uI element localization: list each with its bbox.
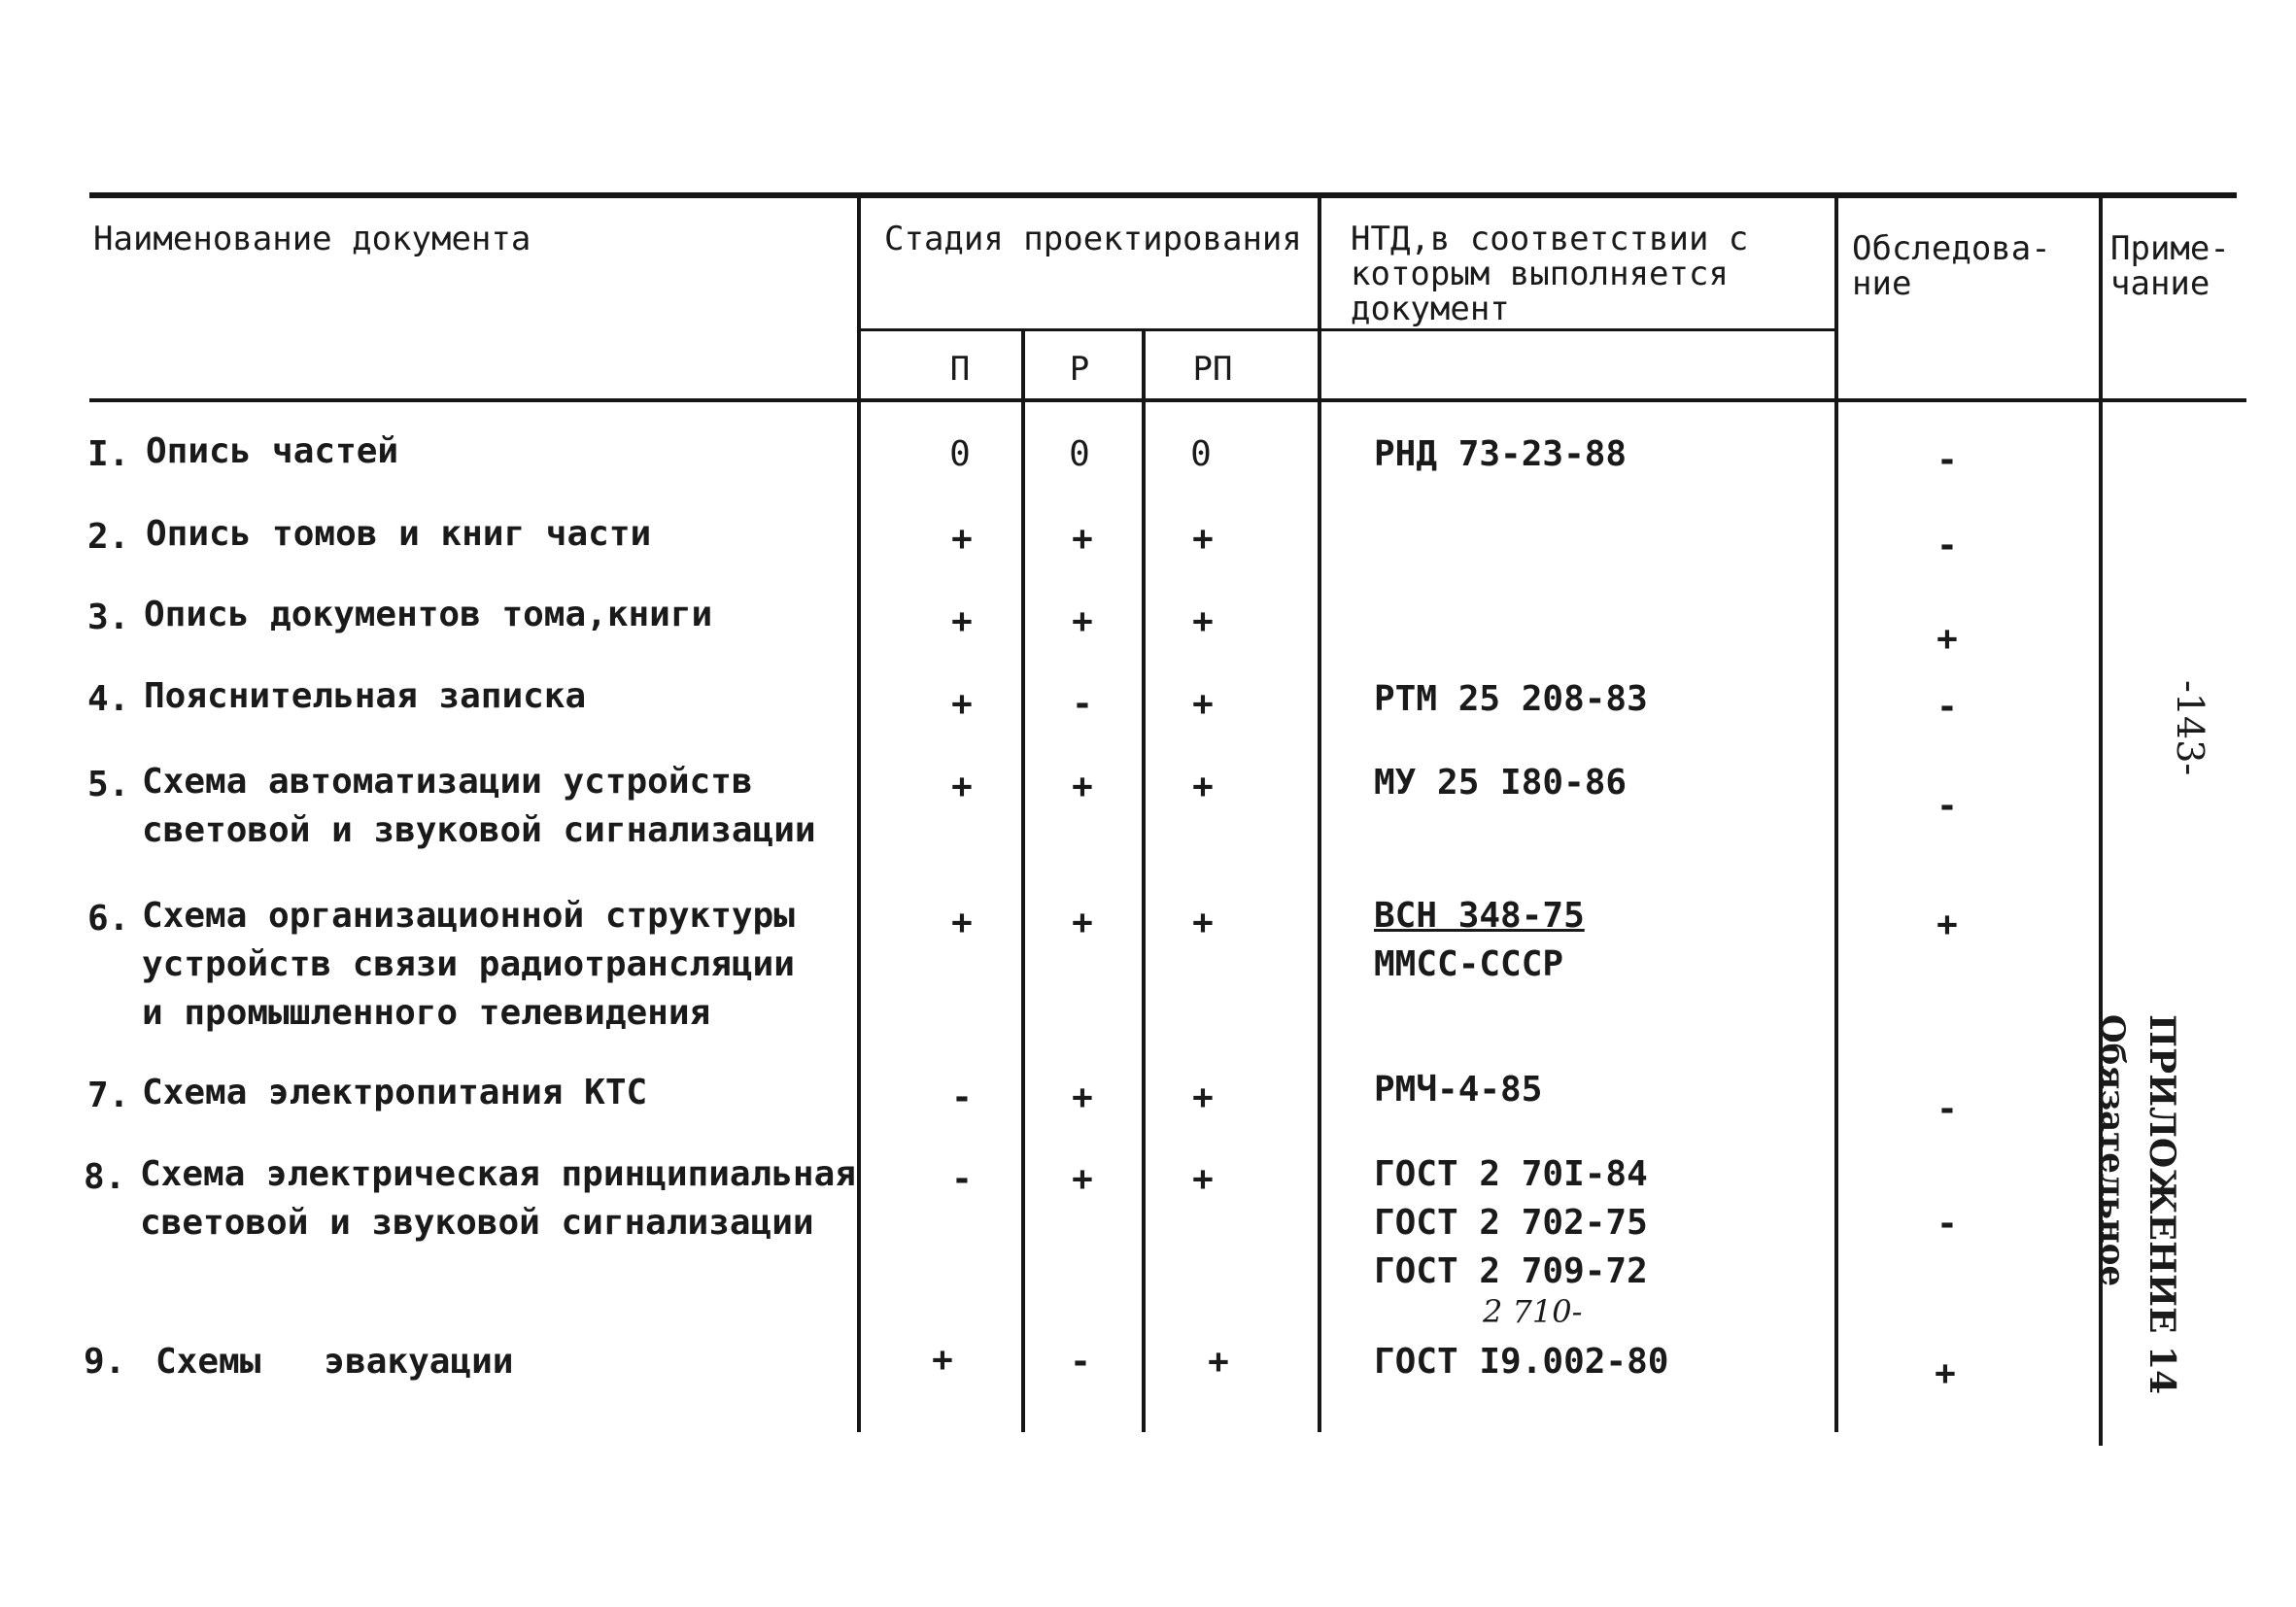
stage-r-mark: - — [1070, 1342, 1091, 1382]
stage-rp-mark: + — [1192, 767, 1214, 806]
row-number: 5. — [87, 765, 130, 804]
ntd-header-divider — [1319, 328, 1836, 331]
stage-p-mark: 0 — [949, 434, 971, 474]
column-divider-r — [1142, 330, 1146, 1432]
stage-r-mark: + — [1072, 903, 1093, 942]
stage-rp-mark: + — [1208, 1342, 1229, 1382]
survey-mark: - — [1936, 440, 1958, 480]
document-name-line: Схема автоматизации устройств — [142, 762, 753, 802]
header-stage-rp: РП — [1192, 350, 1233, 389]
stage-rp-mark: + — [1192, 601, 1214, 641]
header-stage-p: П — [949, 350, 971, 389]
header-stage-r: Р — [1069, 350, 1090, 389]
appendix-status: Обязательное — [2093, 1014, 2132, 1287]
column-divider-name — [857, 196, 861, 1432]
ntd-reference: МУ 25 I80-86 — [1374, 763, 1628, 803]
survey-mark: + — [1936, 905, 1958, 944]
stage-r-mark: - — [1072, 684, 1093, 724]
stage-rp-mark: + — [1192, 903, 1214, 942]
column-divider-stage — [1318, 196, 1321, 1432]
table-top-rule — [89, 192, 2237, 198]
survey-mark: - — [1936, 1089, 1958, 1129]
ntd-reference: РТМ 25 208-83 — [1374, 679, 1648, 719]
ntd-reference — [1374, 892, 1585, 989]
survey-mark: - — [1936, 526, 1958, 565]
document-name — [146, 510, 651, 559]
ntd-reference: ГОСТ I9.002-80 — [1374, 1342, 1669, 1382]
document-name: Схемы эвакуации — [155, 1342, 514, 1382]
survey-mark: + — [1936, 619, 1958, 659]
stage-r-mark: + — [1072, 1159, 1093, 1199]
stage-r-mark: + — [1072, 601, 1093, 641]
document-name — [140, 1150, 856, 1248]
column-divider-ntd — [1834, 196, 1838, 1432]
row-number: I. — [87, 434, 130, 474]
row-number: 7. — [87, 1076, 130, 1115]
stage-p-mark: + — [951, 601, 973, 641]
stage-r-mark: 0 — [1069, 434, 1090, 474]
stage-p-mark: + — [932, 1340, 953, 1380]
stage-r-mark: + — [1072, 519, 1093, 559]
document-name-line: Схема электропитания КТС — [142, 1073, 648, 1112]
stage-r-mark: + — [1072, 1077, 1093, 1117]
document-name — [146, 427, 398, 476]
stage-header-divider — [859, 328, 1319, 331]
stage-p-mark: - — [951, 1077, 973, 1117]
row-number: 3. — [87, 598, 130, 637]
document-name-line: Схема электрическая принципиальная — [140, 1154, 856, 1194]
header-survey: Обследова- ние — [1852, 229, 2051, 303]
document-name — [144, 591, 712, 639]
appendix-label: ПРИЛОЖЕНИЕ 14 — [2142, 1014, 2182, 1395]
column-divider-p — [1021, 330, 1025, 1432]
stage-p-mark: - — [951, 1159, 973, 1199]
stage-p-mark: + — [951, 903, 973, 942]
ntd-reference — [1374, 1150, 1648, 1296]
stage-rp-mark: 0 — [1190, 434, 1212, 474]
stage-rp-mark: + — [1192, 1077, 1214, 1117]
document-name — [142, 758, 816, 855]
survey-mark: + — [1935, 1353, 1956, 1393]
header-note: Приме- чание — [2110, 229, 2230, 303]
handwritten-annotation: 2 710- — [1483, 1293, 1583, 1330]
header-bottom-rule — [89, 398, 2246, 402]
document-name-line: Опись документов тома,книги — [144, 595, 713, 634]
document-name-line: световой и звуковой сигнализации — [142, 810, 816, 850]
header-design-stage: Стадия проектирования — [884, 220, 1302, 258]
document-name-line: Схема организационной структуры — [142, 896, 795, 936]
stage-rp-mark: + — [1192, 519, 1214, 559]
document-name — [142, 892, 795, 1038]
stage-p-mark: + — [951, 684, 973, 724]
row-number: 9. — [84, 1342, 126, 1382]
document-name-line: Опись частей — [146, 431, 399, 471]
stage-p-mark: + — [951, 767, 973, 806]
survey-mark: - — [1936, 786, 1958, 826]
survey-mark: - — [1936, 687, 1958, 727]
document-name-line: устройств связи радиотрансляции — [142, 944, 795, 984]
ntd-reference: РНД 73-23-88 — [1374, 434, 1628, 474]
row-number: 4. — [87, 679, 130, 719]
document-name-line: и промышленного телевидения — [142, 993, 711, 1033]
page-number: -143- — [2169, 680, 2211, 776]
ntd-reference-line: ГОСТ 2 709-72 — [1374, 1251, 1648, 1291]
document-name — [144, 672, 586, 721]
row-number: 8. — [84, 1157, 126, 1197]
document-name — [142, 1069, 647, 1117]
document-name-line: световой и звуковой сигнализации — [140, 1203, 814, 1243]
ntd-reference: РМЧ-4-85 — [1374, 1070, 1543, 1110]
document-name-line: Опись томов и книг части — [146, 514, 652, 554]
ntd-reference-line: ВСН 348-75 — [1374, 896, 1585, 936]
ntd-reference-line: ГОСТ 2 70I-84 — [1374, 1154, 1648, 1194]
stage-rp-mark: + — [1192, 1159, 1214, 1199]
row-number: 6. — [87, 899, 130, 939]
stage-rp-mark: + — [1192, 684, 1214, 724]
stage-r-mark: + — [1072, 767, 1093, 806]
ntd-reference-line: ГОСТ 2 702-75 — [1374, 1203, 1648, 1243]
row-number: 2. — [87, 517, 130, 557]
document-name-line: Пояснительная записка — [144, 676, 587, 716]
stage-p-mark: + — [951, 519, 973, 559]
ntd-reference-line: ММСС-СССР — [1374, 944, 1564, 984]
survey-mark: - — [1936, 1204, 1958, 1244]
header-ntd: НТД,в соответствии с которым выполняется документ — [1351, 220, 1749, 328]
header-document-name: Наименование документа — [93, 220, 531, 258]
